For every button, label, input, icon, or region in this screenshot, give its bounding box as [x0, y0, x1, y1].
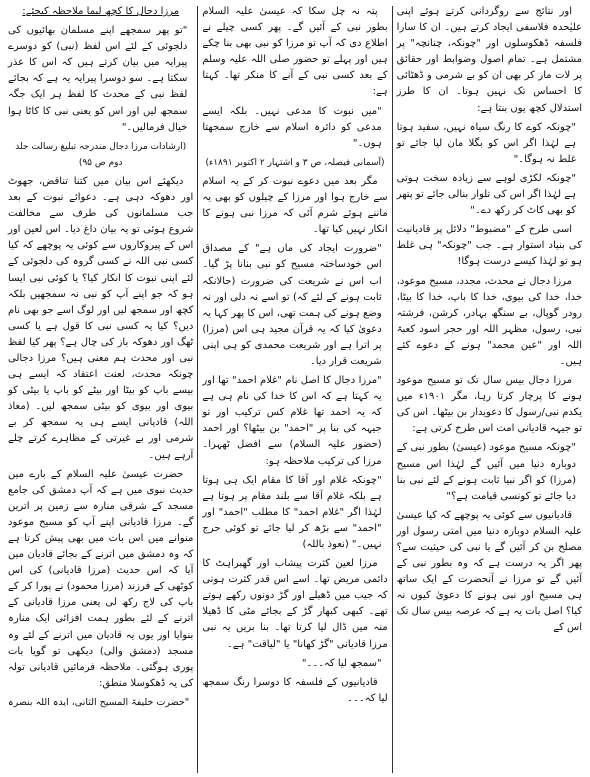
column-middle	[198, 4, 391, 775]
paragraph: قادیانیوں کے فلسفہ کا دوسرا رنگ سمجھ لیا کہ۔۔۔	[202, 676, 388, 704]
paragraph: مگر بعد میں دعوے نبوت کر کے یہ اسلام سے خارج ہوا اور مرزا کے چیلوں کو بھی یہ ماننے ہوئے شرم آئی کہ مرزا نبی ہونے کا انکار نہیں کیا تھا۔	[202, 175, 388, 236]
signature-line: "حضرت خلیفۃ المسیح الثانی، ایدہ اللہ بنصرہ	[8, 696, 190, 708]
quotation: "چونکہ کوے کا رنگ سیاہ نہیں، سفید ہوتا ہے لہٰذا اگر اس کو بگلا مان لیا جائے تو غلط نہ ہوگا۔"	[396, 121, 576, 165]
column-left	[4, 4, 197, 775]
paragraph: مرزا لعین کثرت پیشاب اور گھبراہٹ کا دائمی مریض تھا۔ اسے اس قدر کثرت ہوتی کہ جیب میں ڈھیلے اور گڑ دونوں رکھے ہوتے تھے۔ کبھی کبھار گڑ کے بجائے مٹی کا ڈھیلا منہ میں ڈال لیا کرتا تھا۔ بنا بریں یہ نبی مرزا قادیانی "گڑ کھانا" یا "لیاقت" ہے۔	[202, 558, 388, 650]
paragraph: مرزا دجال بیس سال تک تو مسیح موعود ہونے کا پرچار کرتا رہا، مگر ۱۹۰۱ء میں یکدم نبی/رسول کا دعویدار بن بیٹھا۔ اس کی تو جیہہ قادیانی امت اس طرح کرتی ہے:	[396, 375, 582, 435]
citation: (ارشادات مرزا دجال مندرجہ تبلیغ رسالت جلد دوم ص ۹۵)	[15, 141, 187, 168]
quotation: "سمجھ لیا کہ۔۔۔"	[301, 657, 382, 669]
paragraph: دیکھئے اس بیان میں کتنا تناقض، جھوٹ اور دھوکہ دہی ہے۔ دعوائے نبوت کے بعد جب مسلمانوں کی طرف سے مخالفت شروع ہوئی تو یہ بیان داغ دیا۔ اس لعین اور اس کے پیروکاروں سے کوئی یہ پوچھے کہ کیا کسی نبی اللہ نے کسی گروہ کی دلجوئی کے لئے اپنی نبوت کا انکار کیا؟ یا کوئی نبی ایسا ہو کہ جو اپنے آپ کو نبی نہ سمجھیں بلکہ کچھ اور سمجھ لیں اور لوگ اسے جو بھی نام دیں؟ کیا یہ کسی نبی کا قول ہے یا کسی ٹھگ اور دھوکہ باز کی چال ہے؟ پھر کیا لفظ نبی اور محدث ہم معنی ہیں؟ مرزا دجالی چونکہ محدث، لعنت اعتقاد کہ ایسے ہی بیسے باپ کو بیٹا اور بیٹے کو باپ یا بیٹی کو بیوی اور بیوی کو بیٹی سمجھ لیں۔ (معاذ اللہ) قادیانی ایسے ہی یہ سمجھ کر بے شرمی اور بے غیرتی کے مظاہرے کرتے چلے آرہے ہیں۔	[8, 175, 194, 461]
paragraph: مرزا دجال نے محدث، مجدد، مسیح موعود، خدا، خدا کی بیوی، خدا کا باپ، خدا کا بیٹا، رودر گوپال، بے سنگھ بہادر، کرشن، فرشتہ نبی، رسول، مظہر اللہ اور حجر اسود کعبۃ اللہ اور "عین محمد" ہونے کے دعوے کئے ہیں۔	[396, 275, 582, 367]
paragraph: اسی طرح کے "مضبوط" دلائل پر قادیانیت کی بنیاد استوار ہے۔ جب "چونکہ" ہی غلط ہو تو لہٰذا کیسے درست ہوگا!	[396, 224, 582, 268]
quotation: "چونکہ مسیح موعود (عیسیٰ) بطور نبی کے دوبارہ دنیا میں آئیں گے لہٰذا اس مسیح (مرزا) کو اگر نبیا ثابت ہونے کے لئے نبی بنا دیا جائے تو کونسی قیامت ہے؟"	[396, 442, 576, 502]
quotation: "ضرورت ایجاد کی ماں ہے" کے مصداق اس خودساختہ مسیح کو نبی بنانا پڑ گیا۔ اب اس نے شریعت کی ضرورت (حالانکہ ثابت ہونے کے لئے کہ) تو اسے نہ دلی اور نہ وضع ہونے کی ہمت تھی، اس کا پھر کہا یہ دعویٰ کیا کہ یہ قرآن مجید ہی اس (مرزا) پر اترا ہے اور شریعت محمدی کو ہی اپنی شریعت قرار دیا۔	[202, 243, 382, 367]
quotation: "مرزا دجال کا اصل نام "غلام احمد" تھا اور یہ کہتا ہے کہ اس کا خدا کی نام ہی ہے کہ یہ احمد تھا غلام کس ترکیب اور تو جیہہ کی بنا پر "احمد" بن بیٹھا؟ اور احمد (حضور علیہ السلام) سے افضل ٹھہرا۔ مرزا کی ترکیب ملاحظہ ہو:	[202, 375, 382, 467]
section-heading: مرزا دجال کا کچھ لیما ملاحظہ کیجئے:	[22, 6, 180, 17]
paragraph: اور نتائج سے روگردانی کرتے ہوئے اپنی علیٰحدہ فلاسفی ایجاد کرتے ہیں۔ ان کا سارا فلسفہ ڈھکوسلوں اور "چونکہ، چنانچہ" پر مشتمل ہے۔ تمام اصول وضوابط اور حقائق پر لات مار کر بھی ان کو بے شرمی و ڈھٹائی کا احساس تک نہیں ہوتا۔ ان کا طرز استدلال کچھ یوں بنتا ہے:	[396, 6, 582, 114]
column-right	[393, 4, 586, 775]
paragraph: قادیانیوں سے کوئی یہ پوچھے کہ کیا عیسیٰ علیہ السلام دوبارہ دنیا میں امتی رسول اور مصلح بن کر آئیں گے یا نبی کی حیثیت سے؟ پھر اگر یہ درست ہے کہ وہ بطور نبی کے آئیں گے تو مرزا نے آنحضرت کے ایک ساتھ ہی مسیح اور نبی ہونے کا دعویٰ کیوں نہ کیا؟ اصل بات یہ ہے کہ عرصہ بیس سال تک اس کے	[396, 509, 582, 634]
quotation: "چونکہ غلام اور آقا کا مقام ایک ہی ہوتا ہے بلکہ غلام آقا سے بلند مقام پر ہوتا ہے لہٰذا اگر "غلام احمد" کا مطلب "احمد" اور "احمد" سے بڑھ کر لیا جائے تو کوئی حرج نہیں۔" (نعوذ باللہ)	[202, 474, 382, 550]
quotation: "چونکہ لکڑی لوہے سے زیادہ سخت ہوتی ہے لہٰذا اگر اس کی تلوار بنالی جائے تو پتھر کو بھی کاٹ کر رکھ دے۔"	[396, 172, 576, 217]
citation: (آسمانی فیصلہ، ص ۳ و اشتہار ۲ اکتوبر ۱۸۹۱ء)	[205, 157, 385, 168]
paragraph: حضرت عیسیٰ علیہ السلام کے بارے میں حدیث نبوی میں ہے کہ آپ دمشق کی جامع مسجد کے شرقی منارہ سے زمین پر اتریں گے۔ مرزا قادیانی اپنے آپ کو مسیح موعود منوانے میں اس بات میں بھی پیش کرتا ہے کہ وہ دمشق میں اترنے کے بجائے قادیان میں آیا کہ اس حدیث (مرزا قادیانی) کی اس کوٹھی کے فرزند (مرزا محمود) نے پورا کر کے باپ کی لاج رکھ لی یعنی مرزا قادیانی کے اترنے کے لئے بطور ہمت افزائی ایک منارہ بنوایا اور یوں یہ قادیان میں اترنے کے لئے وہ مسجد (دمشق والی) دیکھی تو گویا بات پوری ہوگئی۔ ملاحظہ فرمائیں قادیانی تولہ کی یہ ڈھکوسلا منطق:	[8, 468, 194, 689]
quotation: "میں نبوت کا مدعی نہیں۔ بلکہ ایسے مدعی کو دائرہ اسلام سے خارج سمجھتا ہوں۔"	[202, 105, 382, 149]
quotation: "تو پھر سمجھے اپنے مسلمان بھائیوں کی دلجوئی کے لئے اس لفظ (نبی) کو دوسرے پیرایہ میں بیان کرتے ہیں کہ اس کا عذر سکتا ہے۔ سو دوسرا پیرایہ یہ ہے کہ بجائے لفظ نبی کے محدث کا لفظ ہر ایک جگہ سمجھ لیں اور اس کو یعنی نبی کا کاٹا ہوا خیال فرمالیں۔"	[8, 25, 188, 133]
paragraph: پتہ نہ چل سکا کہ عیسیٰ علیہ السلام بطور نبی کے آئیں گے۔ پھر کسی چیلے نے اطلاع دی کہ آپ تو مرزا کو نبی بھی بنا چکے ہیں اور پہلے تو حضور صلی اللہ علیہ وسلم کے بعد کسی نبی کے آنے کا منکر تھا۔ کہتا ہے:	[202, 6, 388, 98]
